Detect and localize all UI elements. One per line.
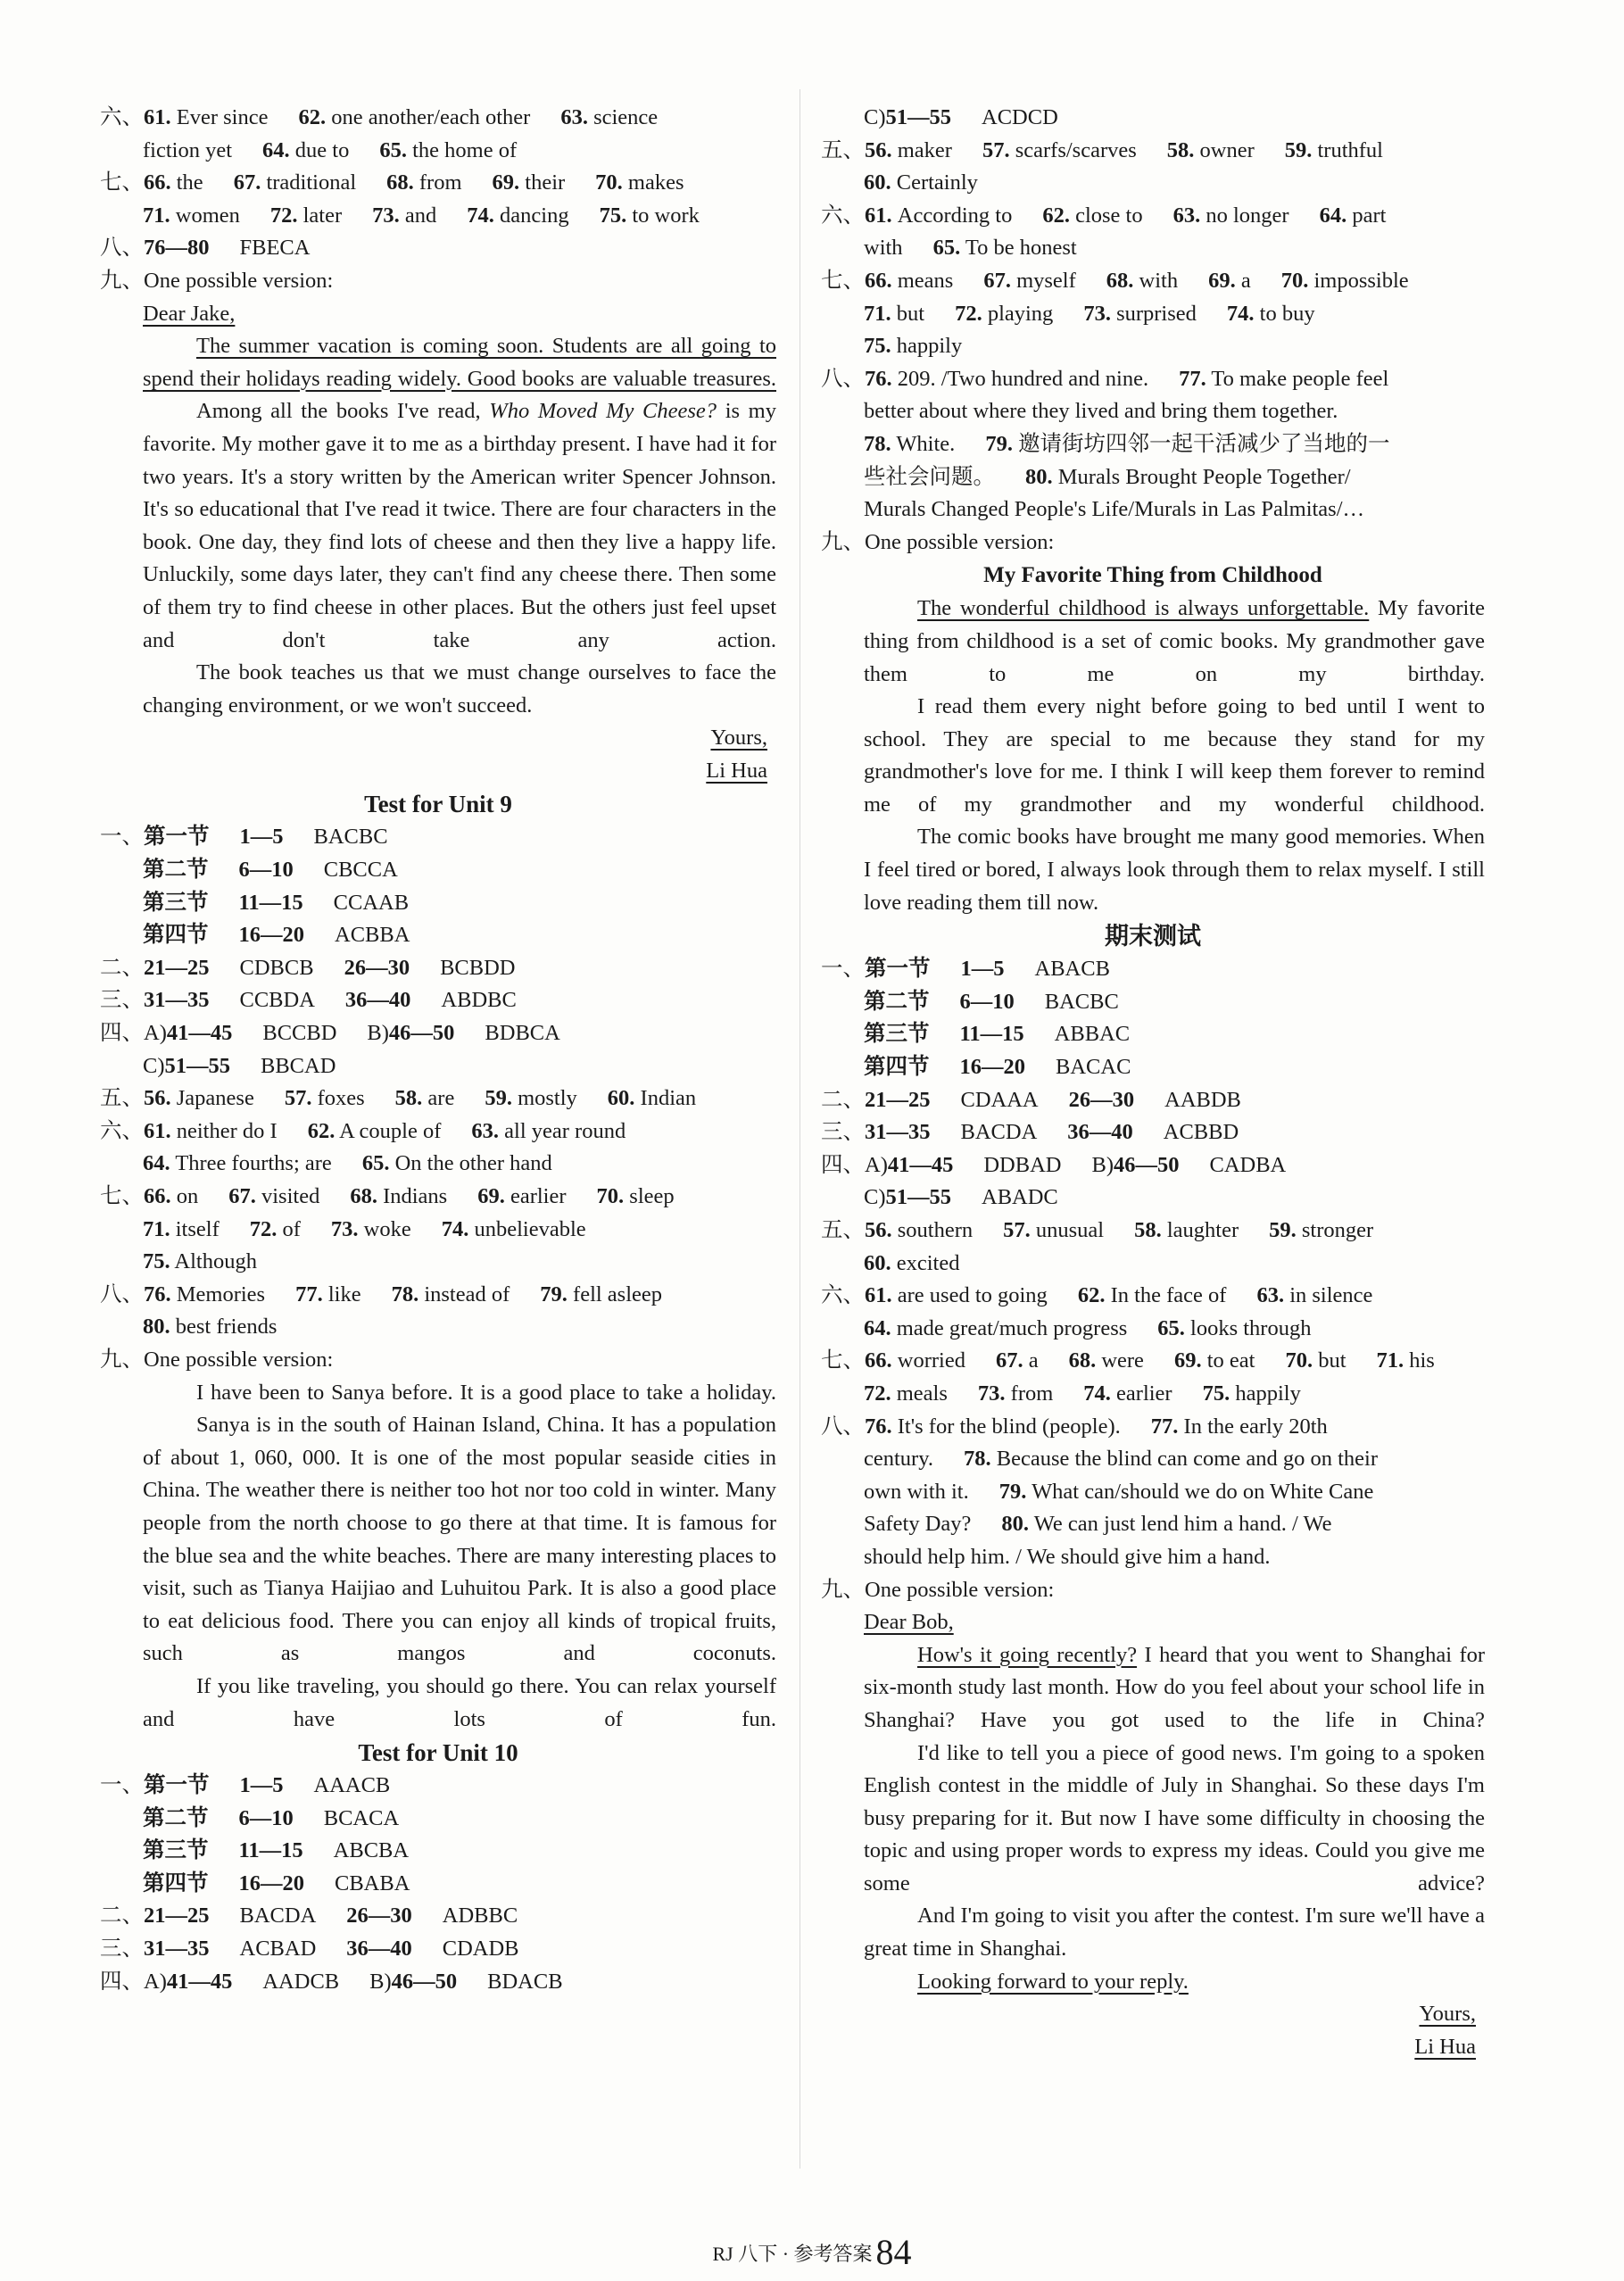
answer-line: 第三节 11—15 CCAAB: [143, 890, 410, 915]
answer-line: 九、One possible version:: [821, 1577, 1055, 1602]
essay-paragraph: Among all the books I've read, Who Moved My Cheese? is my favorite. My mother gave it to me as a birthday present. I have had it for two years. It's a story written by the American writer Spencer Johnson. It's so educational that I've read it twice. There are four characters in the book. One day, they find lots of cheese and then they live a happy life. Unluckily, some days later, they can't find any cheese there. Then some of them try to find cheese in other places. But the others just feel upset and don't take any action.: [143, 399, 776, 652]
section-title: Test for Unit 9: [364, 791, 512, 818]
answer-line: 八、76. It's for the blind (people). 77. In the early 20th: [821, 1414, 1328, 1439]
letter-greeting: Dear Bob,: [864, 1610, 954, 1635]
essay-paragraph: The book teaches us that we must change ourselves to face the changing environment, or we won't succeed.: [143, 660, 776, 717]
answer-line: 一、第一节 1—5 ABACB: [821, 957, 1110, 982]
letter-closing: Yours,: [1419, 2002, 1476, 2027]
answer-line: C)51—55 ACDCD: [864, 105, 1058, 129]
answer-line: with 65. To be honest: [864, 236, 1077, 261]
answer-line: 第二节 6—10 BACBC: [864, 989, 1119, 1014]
answer-line: 80. best friends: [143, 1315, 278, 1340]
answer-line: 五、56. Japanese 57. foxes 58. are 59. mostly 60. Indian: [100, 1086, 697, 1111]
answer-line: 六、61. According to 62. close to 63. no longer 64. part: [821, 203, 1387, 228]
answer-line: 五、56. southern 57. unusual 58. laughter 59. stronger: [821, 1218, 1374, 1242]
section-title: 期末测试: [1105, 923, 1201, 950]
answer-line: 四、A)41—45 BCCBD B)46—50 BDBCA: [100, 1021, 560, 1046]
answer-line: 六、61. Ever since 62. one another/each other 63. science: [100, 105, 659, 129]
answer-line: 些社会问题。 80. Murals Brought People Together/: [864, 464, 1351, 489]
right-column: [821, 102, 1485, 2063]
answer-line: 八、76. 209. /Two hundred and nine. 77. To make people feel: [821, 366, 1389, 391]
answer-line: 一、第一节 1—5 AAACB: [100, 1773, 391, 1798]
letter-greeting: Dear Jake,: [143, 301, 236, 326]
essay-paragraph: I'd like to tell you a piece of good news. I'm going to a spoken English contest in the middle of July in Shanghai. So these days I'm busy preparing for it. But now I have some difficulty in choosing the topic and using proper words to express my ideas. Could you give me some advice?: [864, 1740, 1485, 1895]
letter-closing: Yours,: [710, 726, 767, 751]
answer-line: C)51—55 ABADC: [864, 1185, 1058, 1210]
answer-line: 75. happily: [864, 334, 963, 359]
essay-paragraph: The wonderful childhood is always unforgettable. My favorite thing from childhood is a set of comic books. My grandmother gave them to me on my birthday.: [864, 596, 1485, 686]
answer-line: 第三节 11—15 ABCBA: [143, 1838, 410, 1863]
essay-paragraph: I read them every night before going to bed until I went to school. They are special to me because they stand for my grandmother's love for me. I think I will keep them forever to remind me of my grandmother and my wonderful childhood.: [864, 694, 1485, 817]
answer-line: 七、66. the 67. traditional 68. from 69. their 70. makes: [100, 170, 684, 195]
section-title: Test for Unit 10: [358, 1739, 518, 1767]
answer-line: 六、61. neither do I 62. A couple of 63. all year round: [100, 1118, 626, 1143]
letter-signature: Li Hua: [1414, 2034, 1476, 2059]
answer-line: Murals Changed People's Life/Murals in Las Palmitas/…: [864, 497, 1365, 522]
answer-line: 60. Certainly: [864, 170, 978, 195]
essay-paragraph: If you like traveling, you should go there. You can relax yourself and have lots of fun.: [143, 1673, 776, 1731]
page-footer: [0, 2231, 1624, 2273]
answer-line: C)51—55 BBCAD: [143, 1053, 336, 1078]
answer-line: 四、A)41—45 AADCB B)46—50 BDACB: [100, 1969, 563, 1994]
essay-paragraph: Sanya is in the south of Hainan Island, China. It has a population of about 1, 060, 000. It is one of the most popular seaside cities in China. The weather there is neither too hot nor too cold in winter. Many people from the north choose to go there at that time. It is famous for the blue sea and the white beaches. There are many interesting places to visit, such as Tianya Haijiao and Luhuitou Park. It is also a good place to eat delicious food. There you can enjoy all kinds of tropical fruits, such as mangos and coconuts.: [143, 1413, 776, 1666]
answer-line: 第四节 16—20 ACBBA: [143, 923, 410, 948]
answer-line: Safety Day? 80. We can just lend him a hand. / We: [864, 1512, 1332, 1537]
answer-line: 64. made great/much progress 65. looks through: [864, 1315, 1312, 1340]
answer-line: own with it. 79. What can/should we do on White Cane: [864, 1479, 1374, 1504]
answer-line: 60. excited: [864, 1250, 960, 1275]
answer-line: 七、66. worried 67. a 68. were 69. to eat 70. but 71. his: [821, 1348, 1435, 1373]
answer-line: 64. Three fourths; are 65. On the other hand: [143, 1151, 552, 1176]
answer-line: 78. White. 79. 邀请街坊四邻一起干活减少了当地的一: [864, 431, 1390, 456]
answer-line: 七、66. means 67. myself 68. with 69. a 70. impossible: [821, 268, 1409, 293]
answer-line: 第三节 11—15 ABBAC: [864, 1022, 1131, 1047]
answer-line: 第四节 16—20 CBABA: [143, 1870, 410, 1895]
answer-line: fiction yet 64. due to 65. the home of: [143, 137, 518, 162]
answer-line: 71. but 72. playing 73. surprised 74. to buy: [864, 301, 1315, 326]
answer-line: 71. women 72. later 73. and 74. dancing 75. to work: [143, 203, 700, 228]
answer-line: 第四节 16—20 BACAC: [864, 1055, 1131, 1080]
essay-paragraph: And I'm going to visit you after the contest. I'm sure we'll have a great time in Shanghai.: [864, 1904, 1485, 1962]
answer-line: 72. meals 73. from 74. earlier 75. happily: [864, 1381, 1301, 1406]
answer-line: 三、31—35 BACDA 36—40 ACBBD: [821, 1120, 1239, 1145]
answer-line: 六、61. are used to going 62. In the face of 63. in silence: [821, 1283, 1373, 1308]
answer-line: 七、66. on 67. visited 68. Indians 69. earlier 70. sleep: [100, 1184, 675, 1208]
answer-line: 第二节 6—10 CBCCA: [143, 858, 398, 883]
answer-line: 八、76. Memories 77. like 78. instead of 79. fell asleep: [100, 1282, 663, 1306]
answer-line: 九、One possible version:: [821, 529, 1055, 554]
essay-paragraph: Looking forward to your reply.: [917, 1969, 1189, 1994]
answer-line: 八、76—80 FBECA: [100, 236, 311, 261]
answer-line: 四、A)41—45 DDBAD B)46—50 CADBA: [821, 1152, 1287, 1177]
answer-line: century. 78. Because the blind can come and go on their: [864, 1447, 1378, 1472]
essay-paragraph: How's it going recently? I heard that you went to Shanghai for six-month study last month. How do you feel about your school life in Shanghai? Have you got used to the life in China?: [864, 1642, 1485, 1732]
letter-signature: Li Hua: [706, 758, 767, 783]
page-number: 84: [875, 2232, 912, 2272]
answer-line: 九、One possible version:: [100, 268, 334, 293]
answer-line: 75. Although: [143, 1249, 257, 1274]
essay-paragraph: The summer vacation is coming soon. Students are all going to spend their holidays reading widely. Good books are valuable treasures.: [143, 334, 776, 391]
answer-line: 71. itself 72. of 73. woke 74. unbelievable: [143, 1216, 586, 1241]
essay-paragraph: The comic books have brought me many good memories. When I feel tired or bored, I always look through them to relax myself. I still love reading them till now.: [864, 825, 1485, 915]
answer-line: 一、第一节 1—5 BACBC: [100, 825, 388, 850]
answer-line: 九、One possible version:: [100, 1347, 334, 1372]
answer-line: 二、21—25 CDBCB 26—30 BCBDD: [100, 955, 516, 980]
answer-line: 第二节 6—10 BCACA: [143, 1805, 400, 1830]
answer-line: 三、31—35 CCBDA 36—40 ABDBC: [100, 988, 517, 1013]
answer-line: 五、56. maker 57. scarfs/scarves 58. owner 59. truthful: [821, 137, 1383, 162]
answer-line: 二、21—25 CDAAA 26—30 AABDB: [821, 1087, 1241, 1112]
essay-title: My Favorite Thing from Childhood: [983, 563, 1322, 588]
answer-line: should help him. / We should give him a hand.: [864, 1544, 1271, 1569]
answer-line: 三、31—35 ACBAD 36—40 CDADB: [100, 1937, 519, 1962]
footer-label: RJ 八下 · 参考答案: [712, 2243, 873, 2265]
answer-line: better about where they lived and bring them together.: [864, 399, 1338, 424]
answer-line: 二、21—25 BACDA 26—30 ADBBC: [100, 1904, 518, 1928]
essay-paragraph: I have been to Sanya before. It is a good place to take a holiday.: [196, 1380, 776, 1405]
left-column: [100, 102, 776, 1998]
